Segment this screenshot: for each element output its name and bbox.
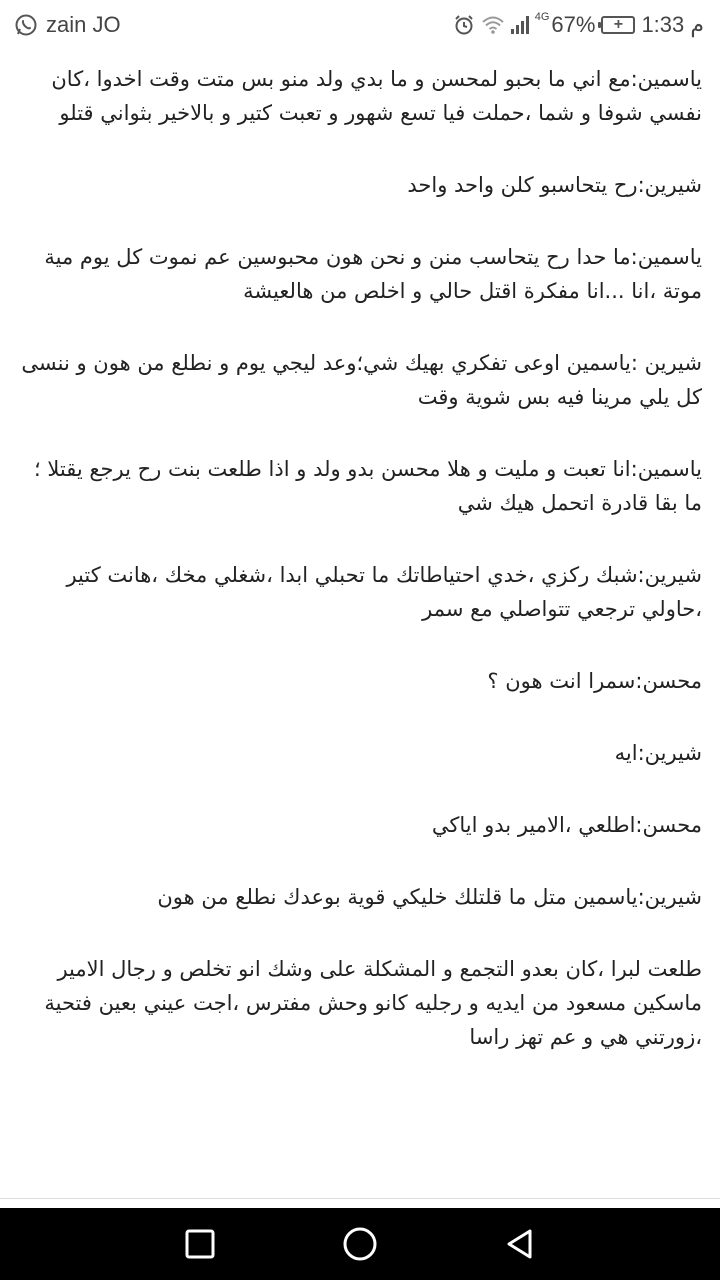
status-left (14, 10, 121, 40)
status-right (453, 10, 704, 40)
paragraph: شيرين :ياسمين اوعى تفكري بهيك شي؛وعد ليجي يوم و نطلع من هون و ننسى كل يلي مرينا فيه بس شوية وقت (21, 351, 702, 409)
circle-icon (342, 1226, 378, 1262)
alarm-icon (453, 14, 475, 36)
network-type: 4G (534, 11, 550, 23)
navigation-bar (0, 1208, 720, 1280)
battery-icon: + (601, 16, 635, 34)
wifi-icon (481, 15, 505, 35)
paragraph: محسن:سمرا انت هون ؟ (487, 669, 702, 693)
battery-percent: 67% (551, 12, 596, 37)
back-triangle-icon (503, 1227, 537, 1261)
whatsapp-icon (14, 13, 38, 37)
divider (0, 1198, 720, 1199)
signal-icon (511, 16, 529, 34)
paragraph: شيرين:شبك ركزي ،خدي احتياطاتك ما تحبلي ابدا ،شغلي مخك ،هانت كتير ،حاولي ترجعي تتواصلي مع سمر (66, 563, 702, 621)
paragraph: محسن:اطلعي ،الامير بدو اياكي (431, 813, 702, 837)
clock: 1:33 م (641, 12, 704, 37)
paragraph: ياسمين:انا تعبت و مليت و هلا محسن بدو ولد و اذا طلعت بنت رح يرجع يقتلا ؛ما بقا قادرة اتحمل هيك شي (33, 457, 702, 515)
paragraph: ياسمين:مع اني ما بحبو لمحسن و ما بدي ولد منو بس متت وقت اخدوا ،كان نفسي شوفا و شما ،حملت فيا تسع شهور و تعبت كتير و بالاخير بثواني قتلو (51, 67, 702, 125)
back-button[interactable] (470, 1208, 570, 1280)
paragraph: ياسمين:ما حدا رح يتحاسب منن و نحن هون محبوسين عم نموت كل يوم مية موتة ،انا ...انا مفكرة اقتل حالي و اخلص من هالعيشة (44, 245, 702, 303)
paragraph: شيرين:رح يتحاسبو كلن واحد واحد (407, 173, 702, 197)
home-button[interactable] (310, 1208, 410, 1280)
recents-button[interactable] (150, 1208, 250, 1280)
status-bar (0, 0, 720, 50)
paragraph: شيرين:ايه (614, 741, 702, 765)
paragraph: طلعت لبرا ،كان بعدو التجمع و المشكلة على وشك انو تخلص و رجال الامير ماسكين مسعود من ايديه و رجليه كانو وحش مفترس ،اجت عيني بعين فتحية ،زورتني هي و عم تهز راسا (44, 957, 702, 1049)
story-content (20, 62, 710, 1092)
carrier-name: zain JO (46, 12, 121, 37)
square-icon (184, 1228, 216, 1260)
paragraph: شيرين:ياسمين متل ما قلتلك خليكي قوية بوعدك نطلع من هون (157, 885, 702, 909)
